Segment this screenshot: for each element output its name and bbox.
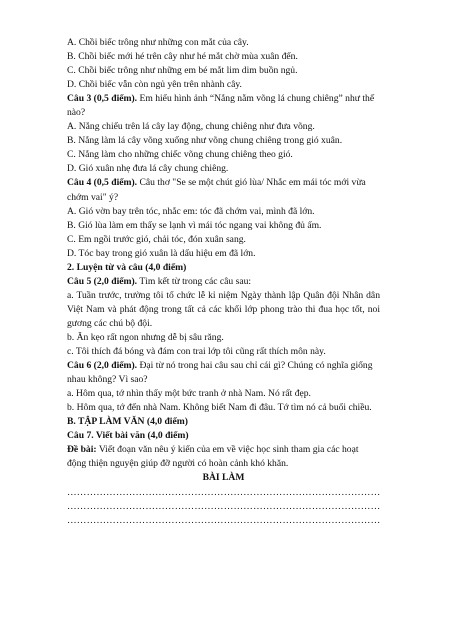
q5-label: Câu 5 (2,0 điểm). <box>67 275 138 287</box>
q3-question <box>67 92 380 120</box>
q2-option-d: D. Chồi biếc vẫn còn ngủ yên trên nhành cây. <box>67 79 242 91</box>
q4-option-d: D. Tóc bay trong gió xuân là dấu hiệu em đã lớn. <box>67 247 256 259</box>
essay-prompt-label: Đề bài: <box>67 444 97 456</box>
q6-sentence-a: a. Hôm qua, tớ nhìn thấy một bức tranh ở nhà Nam. Nó rất đẹp. <box>67 388 311 400</box>
q3-label: Câu 3 (0,5 điểm). <box>67 93 138 105</box>
q4-label: Câu 4 (0,5 điểm). <box>67 177 138 189</box>
q4-question <box>67 176 380 204</box>
q3-option-c: C. Nắng làm cho những chiếc võng chung chiêng theo gió. <box>67 149 293 161</box>
essay-prompt <box>67 443 380 471</box>
q6-prompt: Đại từ nó trong hai câu sau chỉ cái gì? Chúng có nghĩa giống nhau không? Vì sao? <box>67 360 373 386</box>
q4-prompt: Câu thơ "Se se một chút gió lùa/ Nhắc em mái tóc mới vừa chớm vai" ý? <box>67 177 366 203</box>
q6-sentence-b: b. Hôm qua, tớ đến nhà Nam. Không biết Nam đi đâu. Tớ tìm nó cả buổi chiều. <box>67 402 372 414</box>
answer-line-3[interactable]: …………………………………………………………………………………… <box>67 514 380 526</box>
q5-sentence-a: a. Tuần trước, trường tôi tổ chức lễ kỉ niệm Ngày thành lập Quân đội Nhân dân Việt Nam và phát động trong tất cả các khối lớp phong trào thi đua học tốt, noi gương các chú bộ đội. <box>67 289 380 329</box>
exam-content <box>67 36 380 528</box>
section-2-heading: 2. Luyện từ và câu (4,0 điểm) <box>67 261 187 273</box>
q5-prompt: Tìm kết từ trong các câu sau: <box>139 275 252 287</box>
q2-option-a: A. Chồi biếc trông như những con mắt của cây. <box>67 37 249 48</box>
q5-question <box>67 275 380 289</box>
q6-question <box>67 359 380 387</box>
q6-label: Câu 6 (2,0 điểm). <box>67 360 138 372</box>
q4-option-a: A. Gió vờn bay trên tóc, nhắc em: tóc đã chớm vai, mình đã lớn. <box>67 205 315 217</box>
q3-prompt: Em hiểu hình ảnh “Nắng nằm võng lá chung chiêng” như thế nào? <box>67 93 375 119</box>
section-b-heading: B. TẬP LÀM VĂN (4,0 điểm) <box>67 416 188 428</box>
answer-line-1[interactable]: …………………………………………………………………………………… <box>67 486 380 498</box>
q3-option-b: B. Nắng làm lá cây võng xuống như võng chung chiêng trong gió xuân. <box>67 135 343 147</box>
q5-sentence-c: c. Tôi thích đá bóng và đám con trai lớp tôi cũng rất thích môn này. <box>67 346 326 358</box>
q5-sentence-b: b. Ăn kẹo rất ngon nhưng dễ bị sâu răng. <box>67 331 224 343</box>
essay-prompt-text: Viết đoạn văn nêu ý kiến của em về việc học sinh tham gia các hoạt động thiện nguyện giúp đỡ người có hoàn cảnh khó khăn. <box>67 444 359 470</box>
q3-option-d: D. Gió xuân nhẹ đưa lá cây chung chiêng. <box>67 163 229 175</box>
q7-heading: Câu 7. Viết bài văn (4,0 điểm) <box>67 430 189 442</box>
q2-option-b: B. Chồi biếc mới hé trên cây như hé mắt chờ mùa xuân đến. <box>67 51 298 63</box>
answer-title: BÀI LÀM <box>202 472 245 484</box>
q4-option-c: C. Em ngồi trước gió, chải tóc, đón xuân sang. <box>67 233 246 245</box>
q3-option-a: A. Nắng chiếu trên lá cây lay động, chung chiêng như đưa võng. <box>67 121 315 133</box>
q4-option-b: B. Gió lùa làm em thấy se lạnh vì mái tóc ngang vai không đủ ấm. <box>67 219 322 231</box>
answer-line-2[interactable]: …………………………………………………………………………………… <box>67 500 380 512</box>
q2-option-c: C. Chồi biếc trông như những em bé mắt lim dim buồn ngủ. <box>67 65 298 77</box>
